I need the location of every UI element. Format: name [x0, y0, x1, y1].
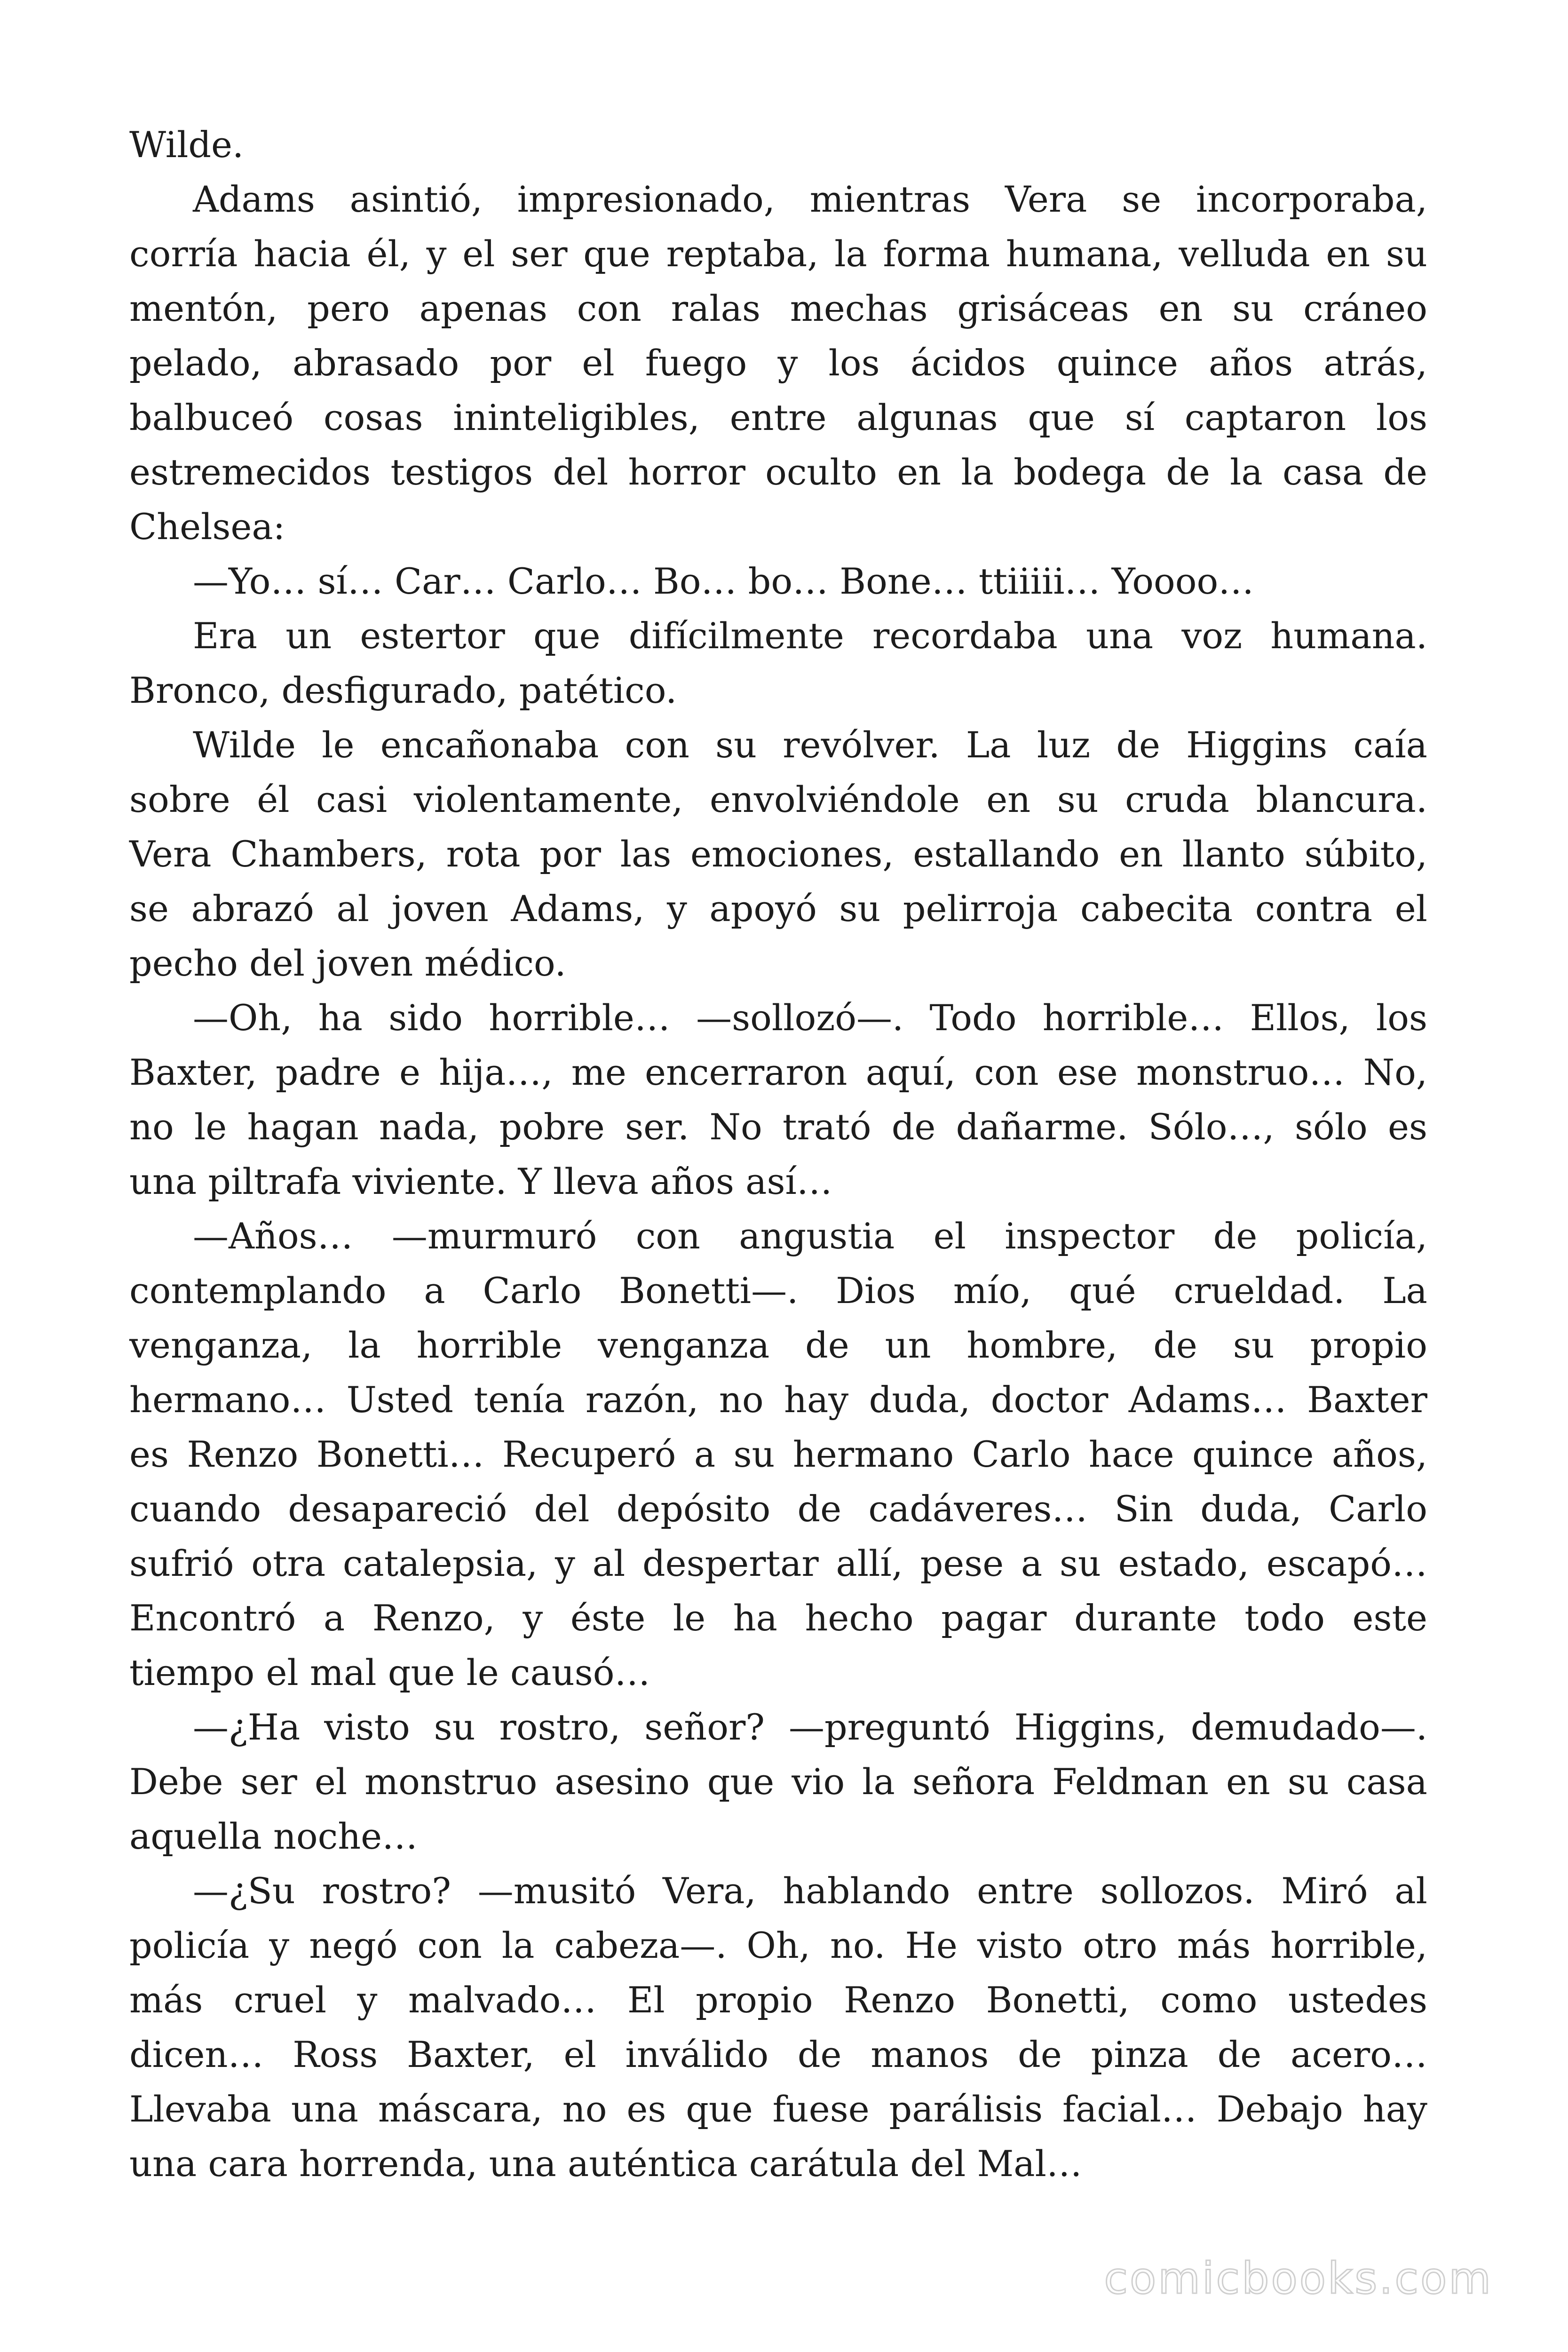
text-line: —Yo… sí… Car… Carlo… Bo… bo… Bone… ttiiiii… Yoooo… — [193, 560, 1254, 602]
text-line: contemplando a Carlo Bonetti—. Dios mío, qué crueldad. La — [129, 1270, 1427, 1311]
watermark-text: comicbooks.com — [1104, 2253, 1493, 2304]
text-line: se abrazó al joven Adams, y apoyó su pelirroja cabecita contra el — [129, 888, 1427, 930]
text-line: Llevaba una máscara, no es que fuese parálisis facial… Debajo hay — [129, 2088, 1427, 2130]
text-line: cuando desapareció del depósito de cadáveres… Sin duda, Carlo — [129, 1488, 1427, 1530]
text-line: tiempo el mal que le causó… — [129, 1652, 650, 1693]
text-line: sobre él casi violentamente, envolviéndole en su cruda blancura. — [129, 779, 1427, 820]
text-line: una piltrafa viviente. Y lleva años así… — [129, 1160, 832, 1202]
text-line: Era un estertor que difícilmente recordaba una voz humana. — [193, 615, 1427, 657]
text-line: una cara horrenda, una auténtica carátula del Mal… — [129, 2143, 1082, 2185]
text-line: balbuceó cosas ininteligibles, entre algunas que sí captaron los — [129, 397, 1427, 438]
text-line: Adams asintió, impresionado, mientras Vera se incorporaba, — [193, 178, 1427, 220]
text-line: sufrió otra catalepsia, y al despertar allí, pese a su estado, escapó… — [129, 1542, 1427, 1584]
text-line: policía y negó con la cabeza—. Oh, no. He visto otro más horrible, — [129, 1924, 1427, 1966]
text-line: Vera Chambers, rota por las emociones, estallando en llanto súbito, — [129, 833, 1427, 875]
text-line: Baxter, padre e hija…, me encerraron aquí, con ese monstruo… No, — [129, 1051, 1427, 1093]
text-line: venganza, la horrible venganza de un hombre, de su propio — [129, 1324, 1427, 1366]
text-line: mentón, pero apenas con ralas mechas grisáceas en su cráneo — [129, 287, 1427, 329]
text-line: Chelsea: — [129, 506, 285, 548]
text-line: Debe ser el monstruo asesino que vio la señora Feldman en su casa — [129, 1761, 1427, 1803]
text-line: —¿Su rostro? —musitó Vera, hablando entre sollozos. Miró al — [193, 1870, 1427, 1912]
text-line: es Renzo Bonetti… Recuperó a su hermano Carlo hace quince años, — [129, 1433, 1427, 1475]
text-line: hermano… Usted tenía razón, no hay duda, doctor Adams… Baxter — [129, 1379, 1427, 1421]
text-line: —Años… —murmuró con angustia el inspector de policía, — [193, 1215, 1427, 1257]
text-line: Bronco, desfigurado, patético. — [129, 669, 677, 711]
text-line: aquella noche… — [129, 1815, 418, 1857]
text-line: Encontró a Renzo, y éste le ha hecho pagar durante todo este — [129, 1597, 1427, 1639]
text-line: dicen… Ross Baxter, el inválido de manos de pinza de acero… — [129, 2034, 1427, 2075]
text-line: Wilde le encañonaba con su revólver. La luz de Higgins caía — [193, 724, 1427, 766]
text-line: estremecidos testigos del horror oculto en la bodega de la casa de — [129, 451, 1427, 493]
text-line: —¿Ha visto su rostro, señor? —preguntó Higgins, demudado—. — [193, 1706, 1427, 1748]
text-line: más cruel y malvado… El propio Renzo Bonetti, como ustedes — [129, 1979, 1427, 2021]
text-line: pecho del joven médico. — [129, 942, 566, 984]
text-line: —Oh, ha sido horrible… —sollozó—. Todo horrible… Ellos, los — [193, 997, 1427, 1039]
text-line: Wilde. — [129, 124, 244, 166]
text-line: no le hagan nada, pobre ser. No trató de dañarme. Sólo…, sólo es — [129, 1106, 1427, 1148]
text-line: corría hacia él, y el ser que reptaba, la forma humana, velluda en su — [129, 233, 1427, 275]
text-line: pelado, abrasado por el fuego y los ácidos quince años atrás, — [129, 342, 1427, 384]
